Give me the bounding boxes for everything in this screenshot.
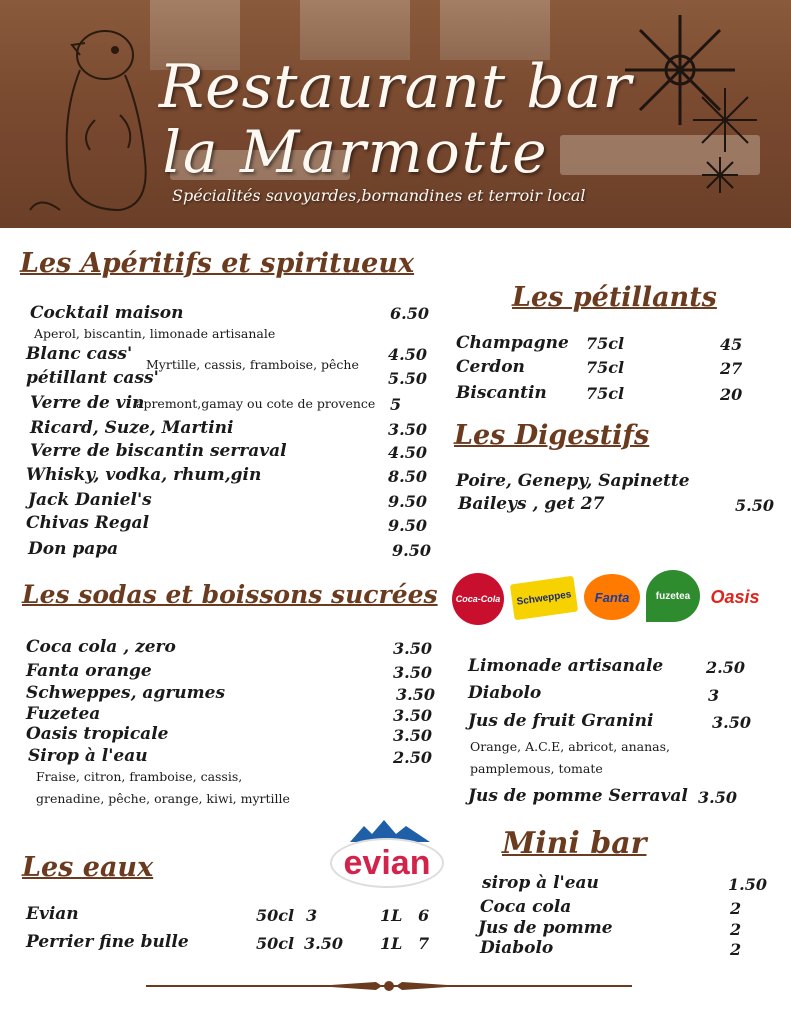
menu-item-price: 4.50 [388, 345, 427, 364]
coca-cola-logo: Coca-Cola [452, 573, 504, 625]
menu-item-name: Poire, Genepy, Sapinette [456, 471, 690, 491]
menu-item-price: 3.50 [393, 663, 432, 682]
menu-item-price: 3 [708, 686, 720, 705]
menu-item-name: Jus de fruit Granini [468, 711, 654, 731]
menu-item-price: 2.50 [393, 748, 432, 767]
digestifs-heading: Les Digestifs [454, 420, 650, 451]
restaurant-title-line2: la Marmotte [162, 118, 549, 186]
menu-item-name: sirop à l'eau [482, 873, 599, 893]
menu-item-price: 5 [390, 395, 402, 414]
menu-item-name: Sirop à l'eau [28, 746, 148, 766]
menu-item-name: Diabolo [468, 683, 542, 703]
menu-item-price: 3.50 [396, 685, 435, 704]
menu-item-price: 45 [720, 335, 743, 354]
menu-item-name: Limonade artisanale [468, 656, 664, 676]
menu-item-price: 3.50 [393, 639, 432, 658]
menu-item-price: 7 [418, 934, 430, 953]
menu-item-name: Biscantin [456, 383, 547, 403]
menu-item-name: Fuzetea [26, 704, 101, 724]
menu-item-price: 8.50 [388, 467, 427, 486]
menu-item-price: 3.50 [698, 788, 737, 807]
schweppes-logo: Schweppes [510, 576, 578, 621]
menu-item-size: 50cl [256, 934, 295, 953]
sodas-heading: Les sodas et boissons sucrées [22, 580, 438, 609]
menu-item-name: Whisky, vodka, rhum,gin [26, 465, 262, 485]
menu-item-name: Evian [26, 904, 79, 924]
menu-item-name: Baileys , get 27 [458, 494, 605, 514]
menu-item-name: Diabolo [480, 938, 554, 958]
menu-item-price: 3.50 [388, 420, 427, 439]
menu-item-name: Fanta orange [26, 661, 152, 681]
window-decor [440, 0, 550, 60]
menu-item-description: Aperol, biscantin, limonade artisanale [34, 326, 276, 341]
header-banner [0, 0, 791, 228]
menu-item-name: Coca cola [480, 897, 572, 917]
menu-item-price: 3.50 [393, 706, 432, 725]
menu-item-name: Don papa [28, 539, 119, 559]
fuzetea-logo: fuzetea [646, 570, 700, 622]
oasis-logo: Oasis [710, 586, 760, 607]
menu-item-name: Verre de biscantin serraval [30, 441, 287, 461]
petillants-heading: Les pétillants [512, 282, 717, 313]
restaurant-title-line1: Restaurant bar [158, 52, 633, 122]
menu-item-price: 3.50 [393, 726, 432, 745]
menu-item-price: 9.50 [388, 516, 427, 535]
menu-item-price: 2 [730, 940, 742, 959]
menu-item-size: 1L [380, 906, 403, 925]
menu-item-name: Schweppes, agrumes [26, 683, 226, 703]
divider-ornament-icon [146, 980, 632, 992]
menu-item-price: 1.50 [728, 875, 767, 894]
menu-item-name: Blanc cass' [26, 344, 133, 364]
menu-item-name: Jack Daniel's [28, 490, 152, 510]
menu-item-name: Oasis tropicale [26, 724, 169, 744]
menu-item-name: Verre de vin [30, 393, 145, 413]
menu-item-name: Chivas Regal [26, 513, 150, 533]
menu-item-description: grenadine, pêche, orange, kiwi, myrtille [36, 791, 290, 806]
menu-item-name: Coca cola , zero [26, 637, 176, 657]
menu-item-name: Cocktail maison [30, 303, 184, 323]
menu-item-size: 75cl [586, 358, 625, 377]
menu-item-price: 2 [730, 920, 742, 939]
menu-item-name: Ricard, Suze, Martini [30, 418, 234, 438]
menu-item-price: 6.50 [390, 304, 429, 323]
menu-item-price: 20 [720, 385, 743, 404]
menu-item-name: pétillant cass' [26, 368, 159, 388]
menu-item-price: 3.50 [304, 934, 343, 953]
menu-item-size: 75cl [586, 334, 625, 353]
menu-item-description: apremont,gamay ou cote de provence [136, 396, 376, 411]
menu-item-description: Myrtille, cassis, framboise, pêche [146, 357, 359, 372]
window-decor [300, 0, 410, 60]
menu-item-price: 9.50 [388, 492, 427, 511]
menu-item-price: 3.50 [712, 713, 751, 732]
eaux-heading: Les eaux [22, 852, 154, 883]
menu-item-price: 4.50 [388, 443, 427, 462]
menu-item-price: 3 [306, 906, 318, 925]
menu-item-size: 50cl [256, 906, 295, 925]
menu-item-price: 9.50 [392, 541, 431, 560]
menu-item-name: Jus de pomme [478, 918, 613, 938]
fanta-logo: Fanta [584, 574, 640, 620]
menu-item-name: Jus de pomme Serraval [468, 786, 688, 806]
menu-item-price: 5.50 [735, 496, 774, 515]
menu-item-name: Cerdon [456, 357, 525, 377]
menu-item-size: 1L [380, 934, 403, 953]
menu-item-size: 75cl [586, 384, 625, 403]
menu-item-name: Perrier fine bulle [26, 932, 189, 952]
menu-item-name: Champagne [456, 333, 569, 353]
menu-item-price: 6 [418, 906, 430, 925]
menu-item-price: 5.50 [388, 369, 427, 388]
menu-item-description: Fraise, citron, framboise, cassis, [36, 769, 243, 784]
menu-item-price: 2.50 [706, 658, 745, 677]
menu-item-price: 27 [720, 359, 743, 378]
menu-item-price: 2 [730, 899, 742, 918]
aperitifs-heading: Les Apéritifs et spiritueux [20, 248, 415, 279]
menu-item-description: pamplemous, tomate [470, 761, 603, 776]
restaurant-subtitle: Spécialités savoyardes,bornandines et terroir local [172, 186, 586, 205]
evian-logo: evian [330, 838, 444, 888]
minibar-heading: Mini bar [502, 826, 647, 861]
menu-item-description: Orange, A.C.E, abricot, ananas, [470, 739, 671, 754]
